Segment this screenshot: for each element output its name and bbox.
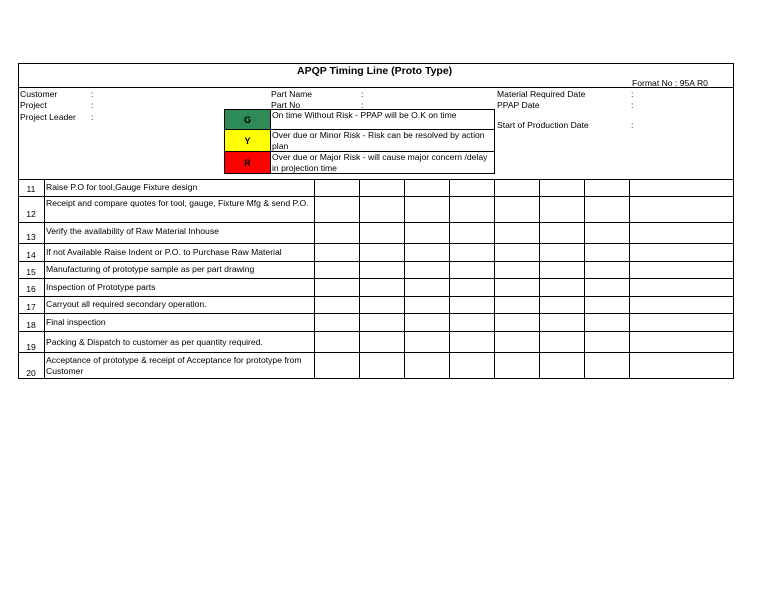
row-11-task: Raise P.O for tool,Gauge Fixture design (46, 182, 198, 192)
row-line-12 (18, 222, 734, 223)
ppap-date-sep: : (631, 100, 634, 110)
row-14-number: 14 (26, 250, 36, 260)
row-line-19 (18, 352, 734, 353)
header-divider (18, 87, 734, 88)
row-line-18 (18, 331, 734, 332)
row-12-number: 12 (26, 209, 36, 219)
legend-yellow (224, 129, 495, 152)
grid-col-num-divider (44, 179, 45, 379)
row-16-number: 16 (26, 284, 36, 294)
grid-col-5 (494, 179, 495, 379)
row-18-task: Final inspection (46, 317, 106, 327)
row-20-number: 20 (26, 368, 36, 378)
page-title: APQP Timing Line (Proto Type) (297, 65, 453, 77)
row-13-task: Verify the availability of Raw Material Inhouse (46, 226, 219, 236)
customer-sep: : (91, 89, 94, 99)
row-14-task: If not Available Raise Indent or P.O. to Purchase Raw Material (46, 247, 282, 257)
row-15-number: 15 (26, 267, 36, 277)
part-no-sep: : (361, 100, 364, 110)
legend-red-text: Over due or Major Risk - will cause major concern /delay in projection time (272, 152, 488, 173)
grid-top-line (18, 179, 734, 180)
material-required-date-label: Material Required Date (497, 89, 586, 99)
row-19-task: Packing & Dispatch to customer as per quantity required. (46, 337, 263, 347)
grid-col-6 (539, 179, 540, 379)
row-line-13 (18, 243, 734, 244)
project-sep: : (91, 100, 94, 110)
row-19-number: 19 (26, 342, 36, 352)
row-20-task: Acceptance of prototype & receipt of Acceptance for prototype from Customer (46, 355, 302, 376)
row-18-number: 18 (26, 320, 36, 330)
row-line-17 (18, 313, 734, 314)
grid-col-3 (404, 179, 405, 379)
project-leader-label: Project Leader (20, 112, 76, 122)
grid-col-1 (314, 179, 315, 379)
row-17-number: 17 (26, 302, 36, 312)
row-17-task: Carryout all required secondary operation. (46, 299, 207, 309)
row-11-number: 11 (26, 184, 36, 194)
part-name-label: Part Name (271, 89, 313, 99)
grid-col-7 (584, 179, 585, 379)
format-number: Format No : 95A R0 (632, 78, 708, 88)
sop-date-label: Start of Production Date (497, 120, 589, 130)
ppap-date-label: PPAP Date (497, 100, 540, 110)
row-line-15 (18, 278, 734, 279)
grid-col-4 (449, 179, 450, 379)
legend-yellow-text: Over due or Minor Risk - Risk can be resolved by action plan (272, 130, 485, 151)
row-16-task: Inspection of Prototype parts (46, 282, 156, 292)
legend-red-swatch: R (225, 152, 271, 173)
grid-col-8 (629, 179, 630, 379)
legend-green-swatch: G (225, 110, 271, 129)
row-line-16 (18, 296, 734, 297)
row-15-task: Manufacturing of prototype sample as per part drawing (46, 264, 255, 274)
project-label: Project (20, 100, 47, 110)
material-required-date-sep: : (631, 89, 634, 99)
legend-red (224, 151, 495, 174)
legend-yellow-swatch: Y (225, 130, 271, 151)
customer-label: Customer (20, 89, 58, 99)
row-12-task: Receipt and compare quotes for tool, gauge, Fixture Mfg & send P.O. (46, 198, 309, 208)
legend-green-text: On time Without Risk - PPAP will be O.K on time (272, 110, 457, 120)
legend-green (224, 109, 495, 130)
sop-date-sep: : (631, 120, 634, 130)
row-line-11 (18, 196, 734, 197)
row-13-number: 13 (26, 232, 36, 242)
part-no-label: Part No (271, 100, 301, 110)
grid-col-2 (359, 179, 360, 379)
part-name-sep: : (361, 89, 364, 99)
project-leader-sep: : (91, 112, 94, 122)
row-line-14 (18, 261, 734, 262)
